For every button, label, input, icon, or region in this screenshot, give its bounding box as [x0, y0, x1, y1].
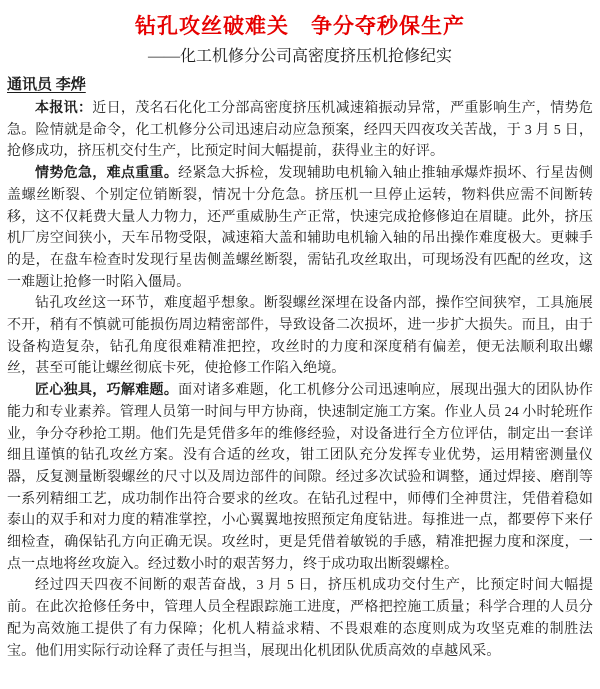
paragraph-text: 面对诸多难题，化工机修分公司迅速响应，展现出强大的团队协作能力和专业素养。管理人员第一时间与甲方协商，快速制定施工方案。作业人员 24 小时轮班作业，争分夺秒抢工期。他们先是凭借多年的维修经验，对设备进行全方位评估，制定出一套详细且谨慎的钻孔攻丝方案。没有合适的丝攻，钳工团队充分发挥专业优势，运用精密测量仪器，反复测量断裂螺丝的尺寸以及周边部件的间隙。经过多次试验和调整，通过焊接、磨削等一系列精细工艺，成功制作出符合要求的丝攻。在钻孔过程中，师傅们全神贯注，凭借着稳如泰山的双手和对力度的精准掌控，小心翼翼地按照预定角度钻进。每推进一点，都要停下来仔细检查，确保钻孔方向正确无误。攻丝时，更是凭借着敏锐的手感，精准把握力度和深度，一点一点地将丝攻旋入。经过数小时的艰苦努力，终于成功取出断裂螺栓。 — [7, 383, 594, 572]
paragraph — [7, 163, 593, 293]
paragraph — [7, 380, 593, 575]
paragraph-lead: 本报讯： — [35, 101, 93, 116]
page-subtitle: ——化工机修分公司高密度挤压机抢修纪实 — [147, 48, 452, 65]
byline: 通讯员 李烨 — [7, 77, 86, 93]
paragraph-lead: 匠心独具，巧解难题。 — [35, 383, 179, 399]
paragraph-text: 经过四天四夜不间断的艰苦奋战，3 月 5 日，挤压机成功交付生产，比预定时间大幅提前。在此次抢修任务中，管理人员全程跟踪施工进度，严格把控施工质量；科学合理的人员分配为高效施工提供了有力保障；化机人精益求精、不畏艰难的态度则成为攻坚克难的制胜法宝。他们用实际行动诠释了责任与担当，展现出化机团队优质高效的卓越风采。 — [7, 578, 593, 659]
paragraph — [7, 575, 593, 662]
paragraph-lead: 情势危急，难点重重。 — [35, 166, 179, 182]
paragraph-text: 近日，茂名石化化工分部高密度挤压机减速箱振动异常，严重影响生产，情势危急。险情就是命令，化工机修分公司迅速启动应急预案，经四天四夜攻关苦战，于 3 月 5 日，抢修成功，挤压机交付生产，比预定时间大幅提前，获得业主的好评。 — [7, 101, 594, 160]
paragraph-text: 经紧急大拆检，发现辅助电机输入轴止推轴承爆炸损坏、行星齿侧盖螺丝断裂、个别定位销断裂，情况十分危急。挤压机一旦停止运转，物料供应需不间断转移，这不仅耗费大量人力物力，还严重威胁生产正常，快速完成抢修修迫在眉睫。此外，挤压机厂房空间狭小，天车吊物受限，减速箱大盖和辅助电机输入轴的吊出操作难度极大。更棘手的是，在盘车检查时发现行星齿侧盖螺丝断裂，需钻孔攻丝取出，可现场没有匹配的丝攻，这一难题让抢修一时陷入僵局。 — [7, 166, 594, 290]
article-body — [7, 98, 593, 662]
paragraph-text: 钻孔攻丝这一环节，难度超乎想象。断裂螺丝深埋在设备内部，操作空间狭窄，工具施展不开，稍有不慎就可能损伤周边精密部件，导致设备二次损坏，进一步扩大损失。而且，由于设备构造复杂，钻孔角度很难精准把控，攻丝时的力度和深度稍有偏差，便无法顺利取出螺丝，甚至可能让螺丝彻底卡死，使抢修工作陷入绝境。 — [7, 296, 593, 377]
byline-row — [7, 75, 593, 95]
paragraph — [7, 98, 593, 163]
paragraph — [7, 293, 593, 380]
page-title: 钻孔攻丝破难关 争分夺秒保生产 — [135, 15, 465, 38]
